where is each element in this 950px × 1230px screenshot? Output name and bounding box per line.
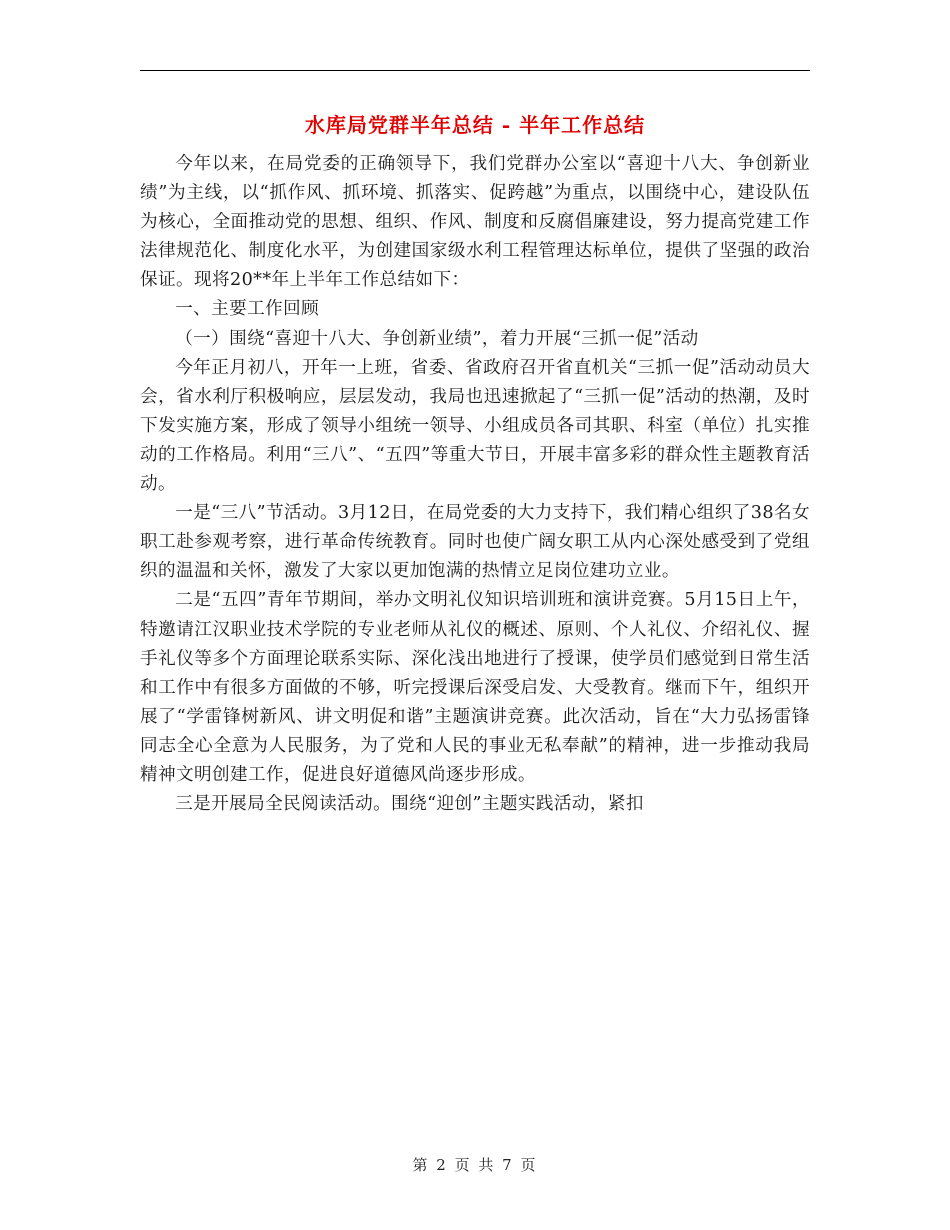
paragraph-intro: 今年以来，在局党委的正确领导下，我们党群办公室以“喜迎十八大、争创新业绩”为主线，以“抓作风、抓环境、抓落实、促跨越”为重点，以围绕中心，建设队伍为核心，全面推动党的思想、组织、作风、制度和反腐倡廉建设，努力提高党建工作法律规范化、制度化水平，为创建国家级水利工程管理达标单位，提供了坚强的政治保证。现将20**年上半年工作总结如下： bbox=[140, 154, 810, 291]
section-heading: 一、主要工作回顾 bbox=[175, 299, 320, 320]
paragraph-reading: 三是开展局全民阅读活动。围绕“迎创”主题实践活动，紧扣 bbox=[175, 794, 644, 815]
paragraph-youth-day: 二是“五四”青年节期间，举办文明礼仪知识培训班和演讲竞赛。5月15日上午，特邀请江汉职业技术学院的专业老师从礼仪的概述、原则、个人礼仪、介绍礼仪、握手礼仪等多个方面理论联系实际、深化浅出地进行了授课，使学员们感觉到日常生活和工作中有很多方面做的不够，听完授课后深受启发、大受教育。继而下午，组织开展了“学雷锋树新风、讲文明促和谐”主题演讲竞赛。此次活动，旨在“大力弘扬雷锋同志全心全意为人民服务，为了党和人民的事业无私奉献”的精神，进一步推动我局精神文明创建工作，促进良好道德风尚逐步形成。 bbox=[140, 590, 810, 785]
paragraph-activity-launch: 今年正月初八，开年一上班，省委、省政府召开省直机关“三抓一促”活动动员大会，省水利厅积极响应，层层发动，我局也迅速掀起了“三抓一促”活动的热潮，及时下发实施方案，形成了领导小组统一领导、小组成员各司其职、科室（单位）扎实推动的工作格局。利用“三八”、“五四”等重大节日，开展丰富多彩的群众性主题教育活动。 bbox=[140, 357, 810, 495]
document-title: 水库局党群半年总结 - 半年工作总结 bbox=[304, 113, 646, 137]
paragraph-womens-day: 一是“三八”节活动。3月12日，在局党委的大力支持下，我们精心组织了38名女职工赴参观考察，进行革命传统教育。同时也使广阔女职工从内心深处感受到了党组织的温温和关怀，激发了大家以更加饱满的热情立足岗位建功立业。 bbox=[140, 503, 810, 582]
page-number: 第 2 页 共 7 页 bbox=[412, 1156, 538, 1174]
subsection-heading: （一）围绕“喜迎十八大、争创新业绩”，着力开展“三抓一促”活动 bbox=[175, 328, 699, 349]
document-body bbox=[140, 150, 810, 819]
header-rule bbox=[140, 70, 810, 71]
